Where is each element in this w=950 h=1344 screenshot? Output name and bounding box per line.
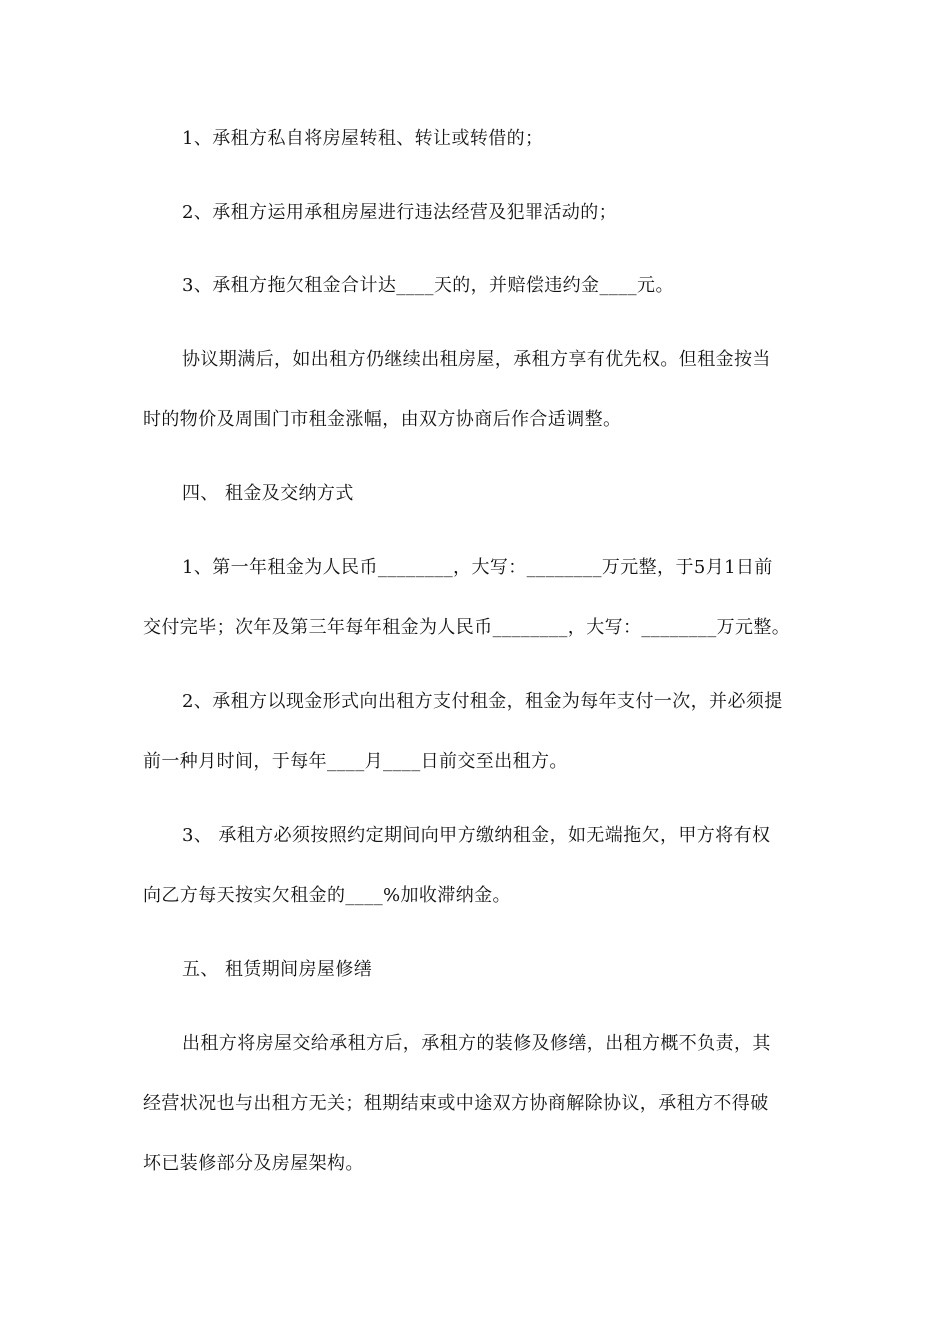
section-5-heading: 五、 租赁期间房屋修缮 <box>182 959 373 980</box>
repair-paragraph-line-1: 出租方将房屋交给承租方后，承租方的装修及修缮，出租方概不负责，其 <box>182 1033 771 1054</box>
rent-clause-3-line-2: 向乙方每天按实欠租金的____%加收滞纳金。 <box>143 885 511 906</box>
rent-clause-1-line-1: 1、第一年租金为人民币________，大写：________万元整，于5月1日前 <box>182 557 773 578</box>
rent-clause-3-line-1: 3、 承租方必须按照约定期间向甲方缴纳租金，如无端拖欠，甲方将有权 <box>182 825 771 846</box>
rent-clause-1-line-2: 交付完毕；次年及第三年每年租金为人民币________，大写：________万元整。 <box>143 617 791 638</box>
rent-clause-2-line-1: 2、承租方以现金形式向出租方支付租金，租金为每年支付一次，并必须提 <box>182 691 783 712</box>
rent-clause-2-line-2: 前一种月时间，于每年____月____日前交至出租方。 <box>143 751 568 772</box>
clause-2-illegal-use: 2、承租方运用承租房屋进行违法经营及犯罪活动的； <box>182 202 618 223</box>
clause-3-rent-arrears: 3、承租方拖欠租金合计达____天的，并赔偿违约金____元。 <box>182 275 674 296</box>
renewal-paragraph-line-2: 时的物价及周围门市租金涨幅，由双方协商后作合适调整。 <box>143 409 622 430</box>
clause-1-private-sublet: 1、承租方私自将房屋转租、转让或转借的； <box>182 128 544 149</box>
section-4-heading: 四、 租金及交纳方式 <box>182 483 354 504</box>
renewal-paragraph-line-1: 协议期满后，如出租方仍继续出租房屋，承租方享有优先权。但租金按当 <box>182 349 771 370</box>
repair-paragraph-line-3: 坏已装修部分及房屋架构。 <box>143 1153 364 1174</box>
repair-paragraph-line-2: 经营状况也与出租方无关；租期结束或中途双方协商解除协议，承租方不得破 <box>143 1093 769 1114</box>
